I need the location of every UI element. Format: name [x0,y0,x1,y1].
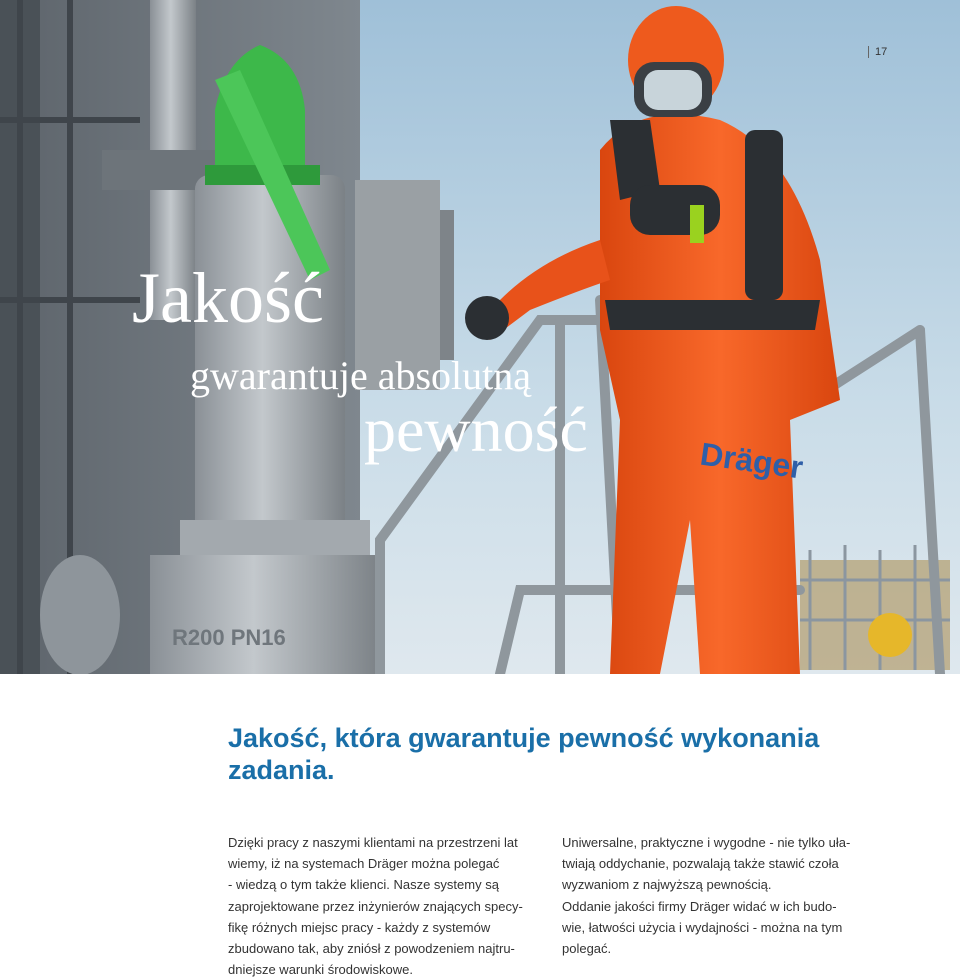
body-line: fikę różnych miejsc pracy - każdy z systemów [228,919,491,935]
title-line-2: gwarantuje absolutną [190,353,531,398]
body-line: dniejsze warunki środowiskowe. [228,962,413,978]
body-line: zaprojektowane przez inżynierów znających specy- [228,898,523,914]
page-number: 17 [868,46,887,58]
suit-brand-logo: Dräger [698,435,806,486]
body-line: Uniwersalne, praktyczne i wygodne - nie tylko uła- [562,835,851,850]
body-column-right [562,832,882,959]
body-line: polegać. [562,941,612,957]
body-line: - wiedzą o tym także klienci. Nasze systemy są [228,877,499,893]
body-line: wie, łatwości użycia i wydajności - można na tym [562,919,843,935]
body-line: Oddanie jakości firmy Dräger widać w ich budo- [562,898,837,914]
body-line: wyzwaniom z najwyższą pewnością. [562,877,772,893]
title-line-3: pewność [364,394,588,465]
body-column-left [228,832,548,980]
body-line: twiają oddychanie, pozwalają także stawić czoła [562,856,839,872]
body-line: Dzięki pracy z naszymi klientami na przestrzeni lat [228,835,518,850]
body-line: zbudowano tak, aby zniósł z powodzeniem najtru- [228,941,515,957]
section-headline: Jakość, która gwarantuje pewność wykonania zadania. [228,723,820,785]
title-line-1: Jakość [132,258,324,338]
body-line: wiemy, iż na systemach Dräger można polegać [228,856,500,872]
valve-label: R200 PN16 [172,625,286,650]
